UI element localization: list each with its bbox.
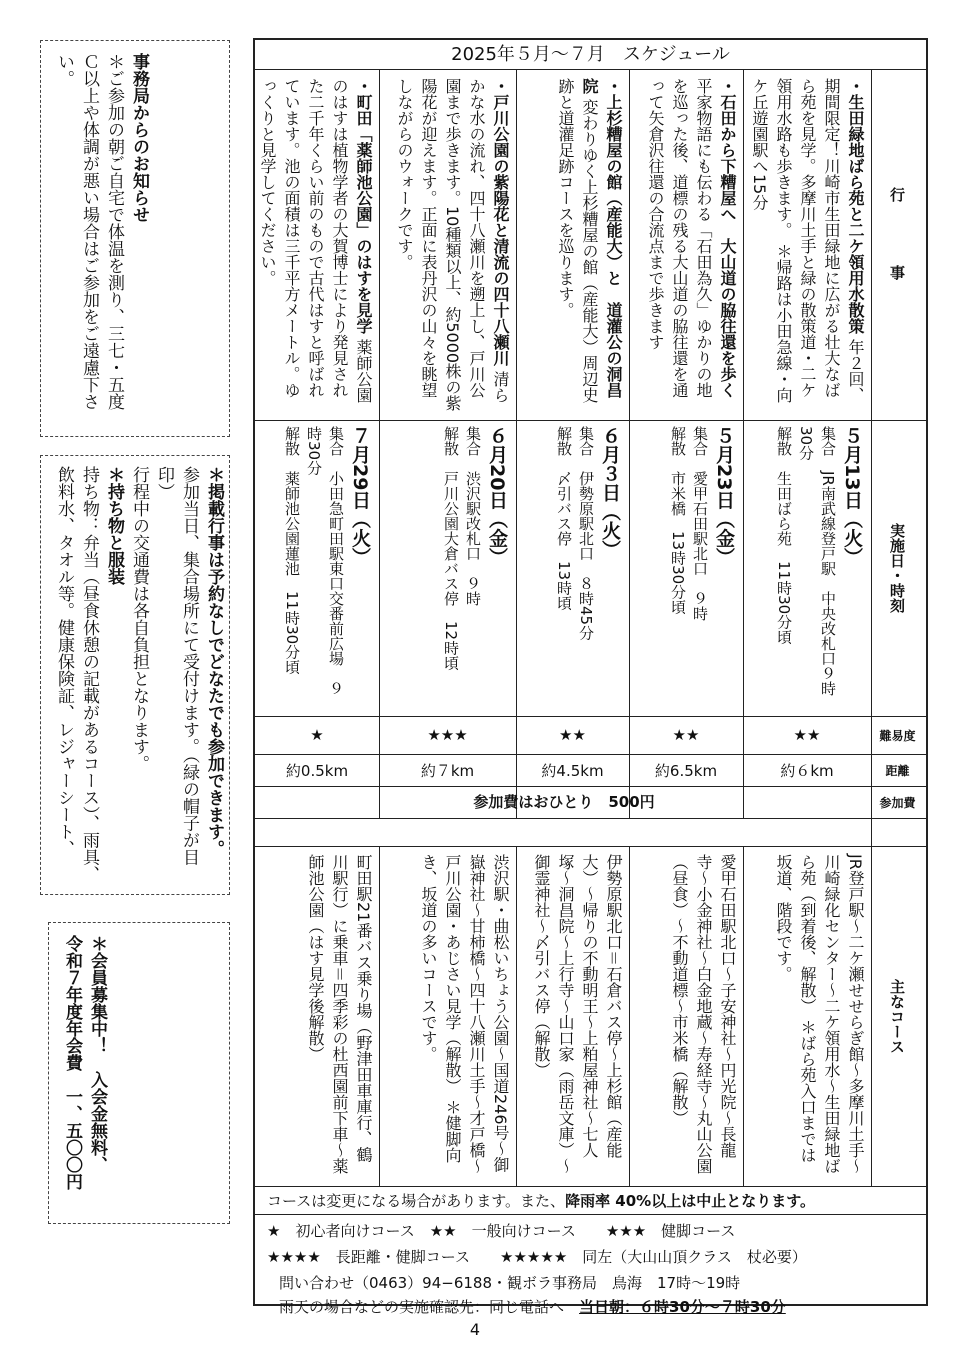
event-date: ５月23日（金） xyxy=(713,426,735,567)
event-end: 解散 〆引バス停 13時頃 xyxy=(555,426,573,611)
event-meet: 集合 渋沢駅改札口 ９時 xyxy=(464,426,482,606)
notice-office-title: 事務局からのお知らせ xyxy=(129,53,149,223)
difficulty-3: ★★ xyxy=(559,726,586,744)
header-date: 実施日・時刻 xyxy=(888,523,906,613)
notice-members xyxy=(59,935,109,1211)
note-change xyxy=(255,1190,926,1211)
event-date: ７月29日（火） xyxy=(349,426,371,567)
notice-members-box xyxy=(48,922,230,1224)
event-end: 解散 生田ばら苑 11時30分頃 xyxy=(775,426,793,645)
legend-line-2: ★★★★ 長距離・健脚コース ★★★★★ 同左（大山山頂クラス 杖必要） xyxy=(267,1248,807,1266)
course-cell-2 xyxy=(629,846,743,1186)
schedule-table xyxy=(253,38,928,1316)
course-cell-1 xyxy=(743,846,871,1186)
event-cell-1 xyxy=(743,70,871,420)
event-note: ＊帰路は小田急線・向ケ丘遊園駅へ15分 xyxy=(750,78,793,404)
course-text: JR登戸駅〜二ケ瀬せせらぎ館〜多摩川土手〜川崎緑化センター〜二ケ領用水〜生田緑地ばら苑（到着後、解散） xyxy=(798,854,865,1174)
event-date: ６月３日（火） xyxy=(599,426,621,559)
date-cell-3 xyxy=(516,420,629,716)
distance-2: 約6.5km xyxy=(654,761,718,780)
header-distance: 距離 xyxy=(885,763,910,778)
notice-items-title: ＊持ち物と服装 xyxy=(104,466,124,585)
notice-reservation-text1: 参加当日、集合場所にて受付けます。（緑の帽子が目印） xyxy=(154,466,199,866)
event-cell-2 xyxy=(629,70,743,420)
header-course: 主なコース xyxy=(888,978,906,1054)
event-meet: 集合 愛甲石田駅北口 ９時 xyxy=(691,426,709,621)
course-note: ＊ばら苑入口までは坂道、階段です。 xyxy=(774,854,817,1164)
notice-office-box xyxy=(40,40,230,437)
event-end: 解散 市米橋 13時30分頃 xyxy=(669,426,687,615)
note-change-text: コースは変更になる場合があります。また、 xyxy=(267,1192,566,1210)
difficulty-2: ★★ xyxy=(672,726,700,744)
confirm-line xyxy=(255,1296,926,1317)
event-date: ６月20日（金） xyxy=(486,426,508,567)
morning-text: 当日朝：６時30分〜７時30分 xyxy=(579,1298,786,1316)
event-desc: 変わりゆく上杉糟屋の館（産能大）周辺史跡と道灌足跡コースを巡ります。 xyxy=(556,78,599,404)
schedule-title: 2025年５月〜７月 スケジュール xyxy=(255,40,926,70)
difficulty-1: ★★ xyxy=(793,726,821,744)
distance-1: 約６km xyxy=(780,761,834,780)
difficulty-4: ★★★ xyxy=(427,726,468,744)
notice-office-text: ＊ご参加の朝ご自宅で体温を測り、三七・五度Ｃ以上や体調が悪い場合はご参加をご遠慮下さい。 xyxy=(54,53,124,410)
event-meet: 集合 JR南武線登戸駅 中央改札口９時30分 xyxy=(797,426,837,696)
event-meet: 集合 伊勢原駅北口 ８時45分 xyxy=(577,426,595,641)
date-cell-2 xyxy=(629,420,743,716)
date-cell-4 xyxy=(379,420,516,716)
event-title: ・生田緑地ばら苑と二ケ領用水散策 xyxy=(846,78,865,334)
event-date: ５月13日（火） xyxy=(841,426,863,567)
event-desc: 清らかな水の流れ、四十八瀬川を遡上し、戸川公園まで歩きます。10種類以上、約5000株の紫陽花が迎えます。正面に表丹沢の山々を眺望しながらのウォークです。 xyxy=(395,78,510,412)
event-end: 解散 薬師池公園蓮池 11時30分頃 xyxy=(283,426,301,675)
course-text: 伊勢原駅北口＝石倉バス停〜上杉館（産能大）〜帰りの不動明王〜上粕屋神社〜七人塚〜洞昌院〜上行寺〜山口家（雨岳文庫）〜御霊神社〜〆引バス停（解散） xyxy=(532,854,623,1174)
notice-office xyxy=(51,53,151,424)
event-cell-5 xyxy=(255,70,379,420)
notice-reservation xyxy=(51,466,226,884)
date-cell-5 xyxy=(255,420,379,716)
event-title: ・町田「薬師池公園」のはすを見学 xyxy=(354,78,373,334)
event-desc: 薬師公園のはすは植物学者の大賀博士により発見された二千年くらい前のもので古代はすと呼ばれています。池の面積は三千平方メートル。ゆっくりと見学してください。 xyxy=(258,78,373,404)
header-difficulty: 難易度 xyxy=(879,728,916,743)
event-title: ・石田から下糟屋へ 大山道の脇往還を歩く xyxy=(718,78,737,398)
notice-reservation-title: ＊掲載行事は予約なしでどなたでも参加できます。 xyxy=(204,466,224,857)
course-cell-5 xyxy=(255,846,379,1186)
fee-text: 参加費はおひとり 500円 xyxy=(473,793,655,811)
event-meet: 集合 小田急町田駅東口交番前広場 ９時30分 xyxy=(305,426,345,696)
confirm-text: 雨天の場合などの実施確認先：同じ電話へ xyxy=(279,1298,565,1316)
notice-reservation-box xyxy=(40,455,230,895)
notice-items-text: 持ち物：弁当（昼食休憩の記載があるコース）、雨具、飲料水、タオル等。健康保険証、レジャーシート、 xyxy=(54,466,99,883)
contact-line: 問い合わせ（0463）94−6188・観ボラ事務局 鳥海 17時〜19時 xyxy=(279,1274,741,1292)
page-number: 4 xyxy=(469,1320,481,1339)
event-end: 解散 戸川公園大倉バス停 12時頃 xyxy=(442,426,460,671)
header-event: 行 事 xyxy=(888,186,906,304)
distance-5: 約0.5km xyxy=(285,761,349,780)
course-text: 愛甲石田駅北口〜子安神社〜円光院〜長龍寺〜小金神社〜白金地蔵〜寿経寺〜丸山公園（昼食）〜不動道標〜市米橋（解散） xyxy=(670,854,737,1174)
event-title: ・上杉糟屋の館（産能大）と 道灌公の洞昌院 xyxy=(580,78,623,398)
date-cell-1 xyxy=(743,420,871,716)
event-desc: 平家物語にも伝わる「石田為久」ゆかりの地を巡った後、道標の残る大山道の脇往還を通って矢倉沢往還の合流点まで歩きます xyxy=(646,78,713,398)
distance-3: 約4.5km xyxy=(541,761,604,780)
event-cell-3 xyxy=(516,70,629,420)
course-cell-4 xyxy=(379,846,516,1186)
distance-4: 約７km xyxy=(420,761,475,780)
notice-reservation-text2: 行程中の交通費は各自負担となります。 xyxy=(129,466,149,772)
course-note: ＊健脚向き、坂道の多いコースです。 xyxy=(419,854,462,1164)
event-cell-4 xyxy=(379,70,516,420)
notice-members-text1: ＊会員募集中！ 入会金無料、 xyxy=(87,935,107,1173)
note-rain-text: 降雨率 40%以上は中止となります。 xyxy=(565,1192,815,1210)
difficulty-5: ★ xyxy=(310,726,324,744)
course-cell-3 xyxy=(516,846,629,1186)
course-text: 町田駅21番バス乗り場（野津田車庫行、鶴川駅行）に乗車＝四季彩の杜西園前下車〜薬師池公園（はす見学後解散） xyxy=(306,854,373,1175)
event-desc: 年２回、期間限定！川崎市生田緑地に広がる壮大なばら苑を見学。多摩川土手と緑の散策道・二ケ領用水路も歩きます。 xyxy=(774,78,865,404)
legend-line-1: ★ 初心者向けコース ★★ 一般向けコース ★★★ 健脚コース xyxy=(267,1222,736,1240)
event-title: ・戸川公園の紫陽花と清流の四十八瀬川 xyxy=(491,78,510,366)
header-fee: 参加費 xyxy=(879,795,916,810)
course-text: 渋沢駅・曲松いちょう公園〜国道246号〜御嶽神社〜甘柿橋〜四十八瀬川土手〜才戸橋〜戸川公園・あじさい見学（解散） xyxy=(443,854,510,1174)
notice-members-text2: 令和７年度年会費 一、五〇〇円 xyxy=(62,935,82,1190)
